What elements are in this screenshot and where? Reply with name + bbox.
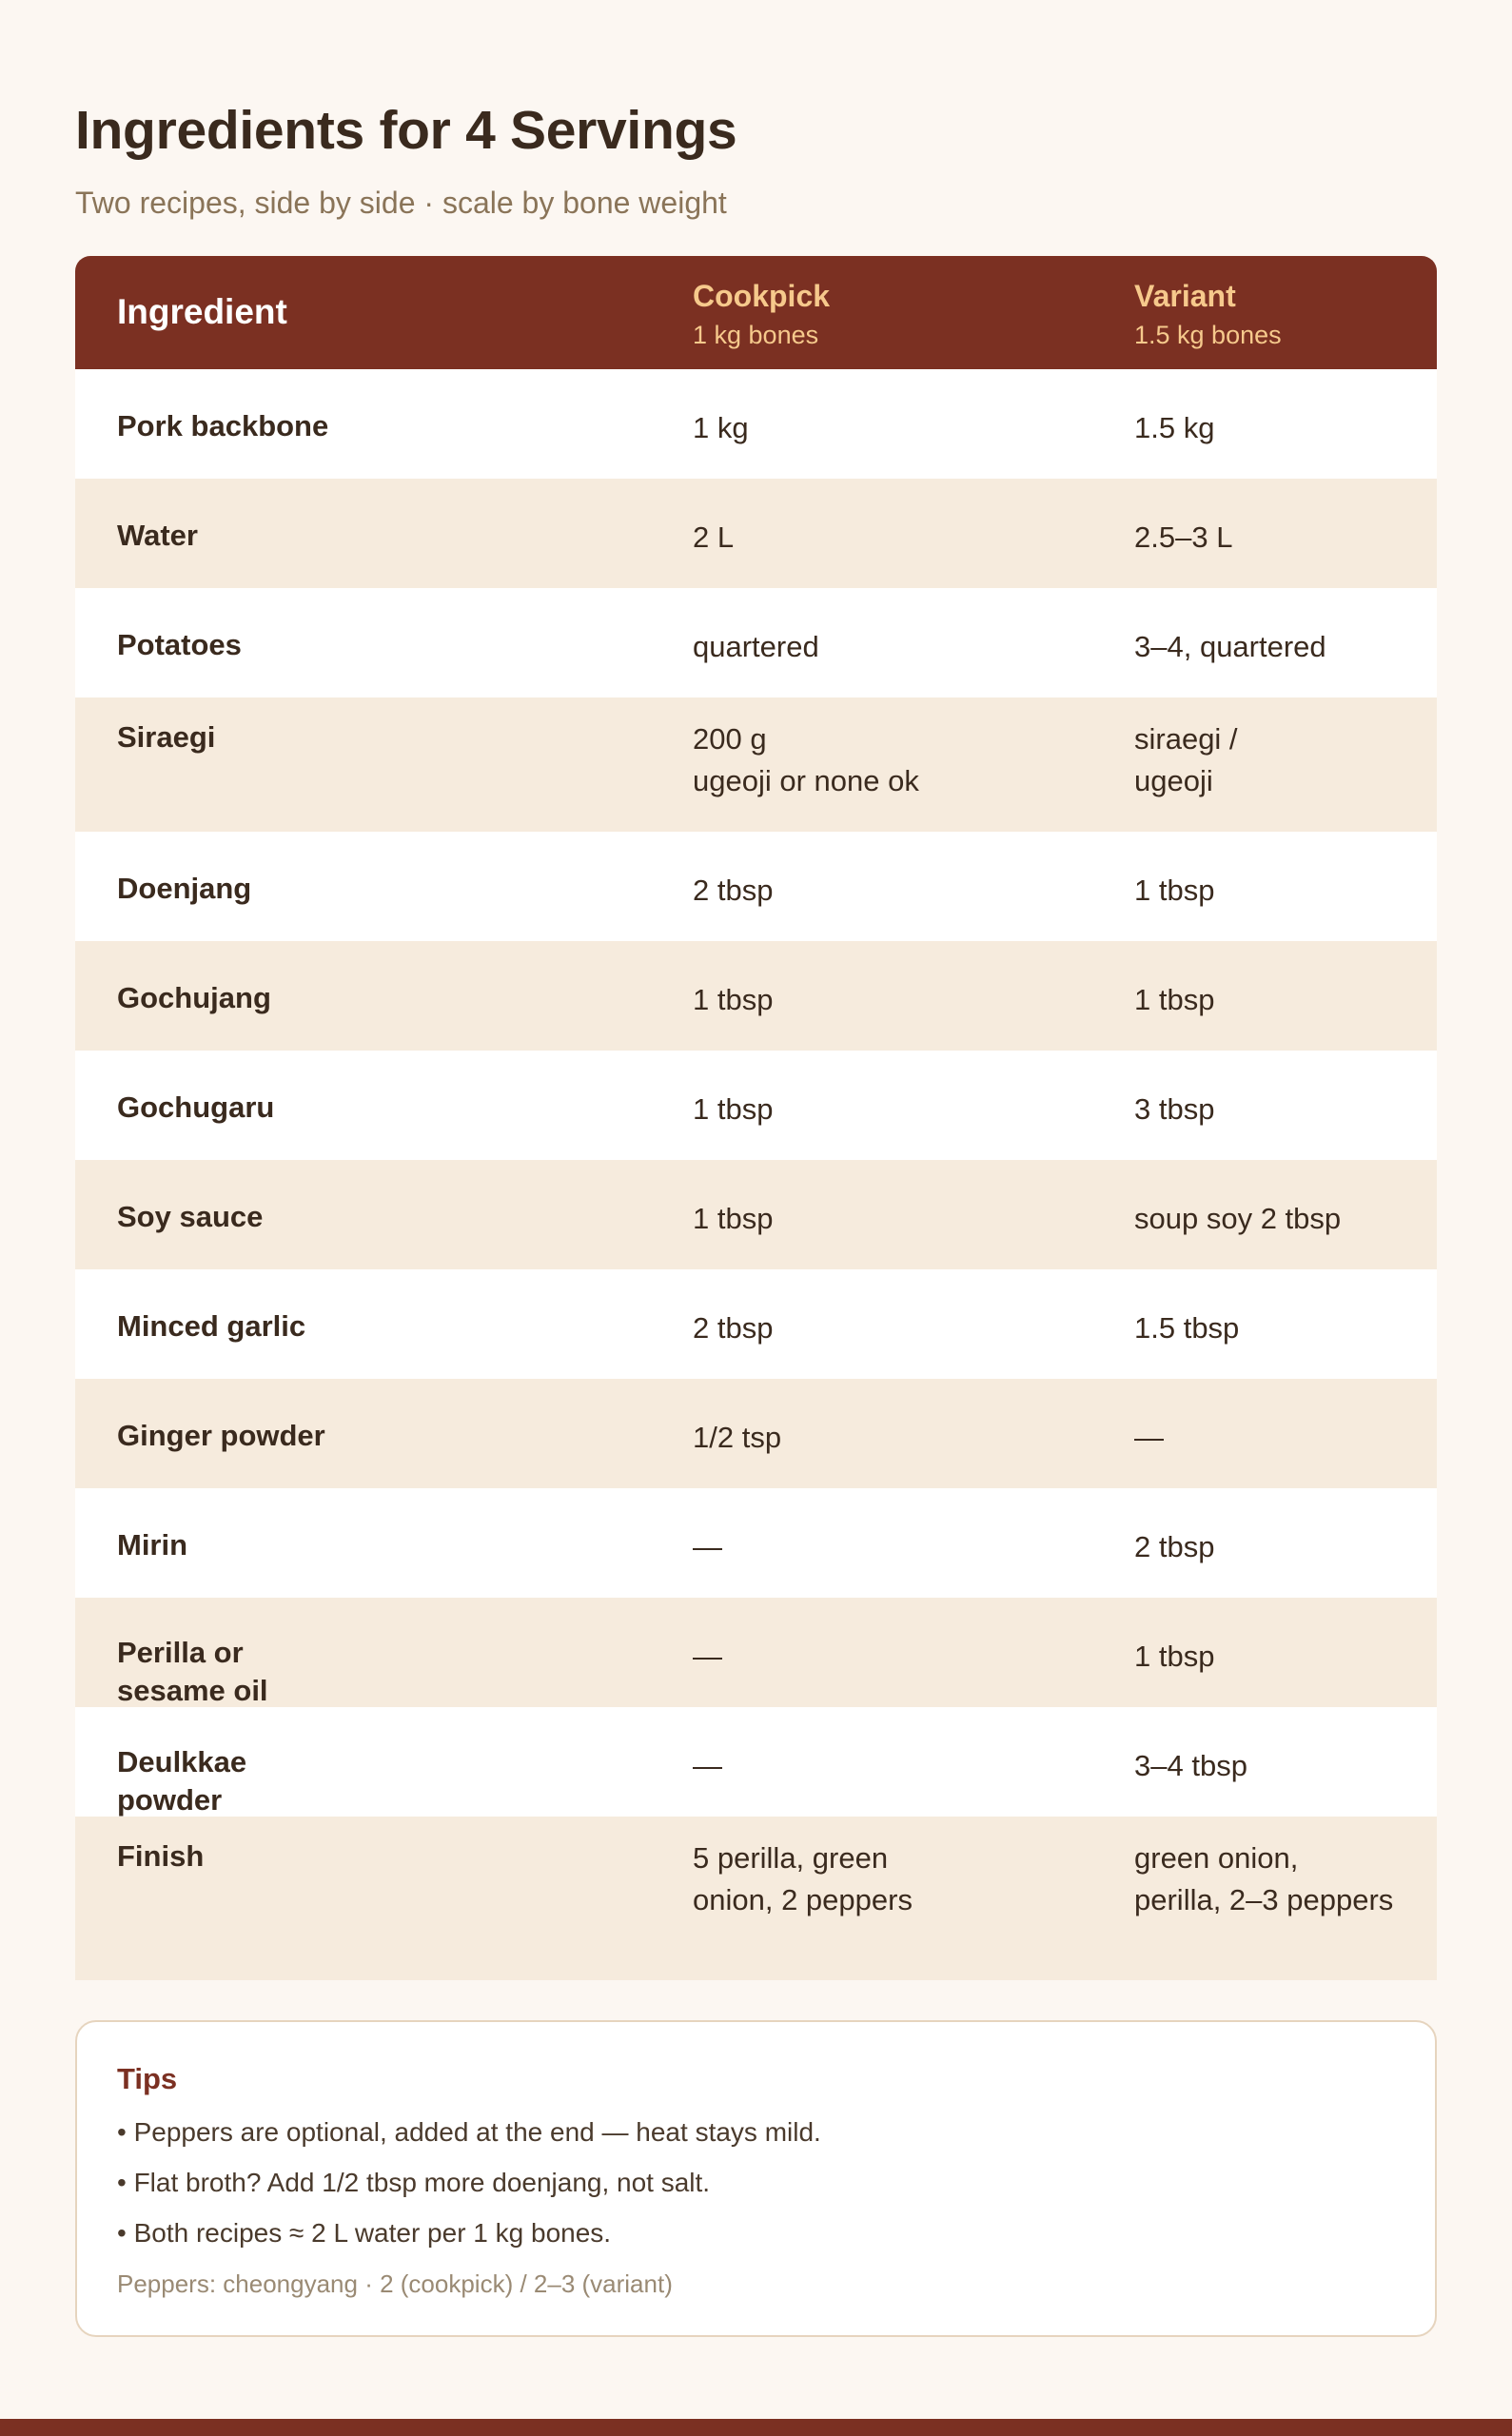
table-row <box>75 1051 1437 1160</box>
cookpick-amount: — <box>693 1530 722 1563</box>
header-cookpick <box>693 277 830 351</box>
table-row <box>75 588 1437 697</box>
ingredient-name: Doenjang <box>117 872 252 905</box>
tips-note: Peppers: cheongyang · 2 (cookpick) / 2–3 (variant) <box>117 2269 673 2298</box>
ingredient-name: Deulkkae powder <box>117 1745 247 1817</box>
ingredient-name: Minced garlic <box>117 1309 306 1343</box>
footer-bar <box>0 2419 1512 2436</box>
table-row <box>75 1598 1437 1707</box>
table-body <box>75 369 1437 1980</box>
variant-amount: 3 tbsp <box>1134 1092 1215 1126</box>
ingredient-name: Potatoes <box>117 628 242 661</box>
variant-amount: 3–4, quartered <box>1134 630 1326 663</box>
variant-amount: 2.5–3 L <box>1134 521 1233 554</box>
cookpick-amount: 2 tbsp <box>693 874 774 907</box>
variant-amount: 2 tbsp <box>1134 1530 1215 1563</box>
header-variant-sub: 1.5 kg bones <box>1134 321 1282 349</box>
ingredient-name: Soy sauce <box>117 1200 264 1233</box>
table-row <box>75 1488 1437 1598</box>
ingredient-name: Perilla or sesame oil <box>117 1636 268 1707</box>
header-variant <box>1134 277 1282 351</box>
page-subtitle: Two recipes, side by side · scale by bone weight <box>75 186 727 220</box>
cookpick-amount: 200 g ugeoji or none ok <box>693 722 919 797</box>
tips-card <box>75 2020 1437 2337</box>
cookpick-amount: 1 kg <box>693 411 749 444</box>
cookpick-amount: 1 tbsp <box>693 1092 774 1126</box>
header-variant-name: Variant <box>1134 279 1236 313</box>
ingredient-name: Siraegi <box>117 720 216 754</box>
variant-amount: 3–4 tbsp <box>1134 1749 1247 1782</box>
table-row <box>75 1160 1437 1269</box>
ingredient-name: Gochujang <box>117 981 271 1014</box>
tip-item: • Both recipes ≈ 2 L water per 1 kg bones. <box>117 2218 612 2248</box>
variant-amount: siraegi / ugeoji <box>1134 722 1238 797</box>
tips-title: Tips <box>117 2062 178 2095</box>
cookpick-amount: 5 perilla, green onion, 2 peppers <box>693 1841 913 1916</box>
header-cookpick-sub: 1 kg bones <box>693 321 819 349</box>
table-header <box>75 256 1437 369</box>
ingredients-table <box>75 256 1437 1980</box>
variant-amount: green onion, perilla, 2–3 peppers <box>1134 1841 1394 1916</box>
table-row <box>75 697 1437 832</box>
cookpick-amount: 1/2 tsp <box>693 1421 782 1454</box>
ingredient-name: Pork backbone <box>117 409 329 442</box>
ingredient-name: Water <box>117 519 198 552</box>
ingredient-name: Finish <box>117 1839 205 1873</box>
header-cookpick-name: Cookpick <box>693 279 831 313</box>
table-row <box>75 369 1437 479</box>
table-row <box>75 1707 1437 1817</box>
cookpick-amount: 1 tbsp <box>693 1202 774 1235</box>
ingredient-name: Mirin <box>117 1528 188 1562</box>
tip-item: • Peppers are optional, added at the end — heat stays mild. <box>117 2117 821 2147</box>
table-row <box>75 832 1437 941</box>
cookpick-amount: 1 tbsp <box>693 983 774 1016</box>
variant-amount: — <box>1134 1421 1164 1454</box>
table-row <box>75 1817 1437 1980</box>
table-row <box>75 1269 1437 1379</box>
table-row <box>75 479 1437 588</box>
ingredient-name: Gochugaru <box>117 1090 275 1124</box>
page-title: Ingredients for 4 Servings <box>75 100 737 161</box>
cookpick-amount: quartered <box>693 630 819 663</box>
variant-amount: 1.5 kg <box>1134 411 1215 444</box>
variant-amount: 1 tbsp <box>1134 1640 1215 1673</box>
table-row <box>75 941 1437 1051</box>
variant-amount: 1.5 tbsp <box>1134 1311 1240 1345</box>
cookpick-amount: 2 L <box>693 521 735 554</box>
variant-amount: soup soy 2 tbsp <box>1134 1202 1342 1235</box>
ingredient-name: Ginger powder <box>117 1419 325 1452</box>
cookpick-amount: — <box>693 1749 722 1782</box>
cookpick-amount: 2 tbsp <box>693 1311 774 1345</box>
tip-item: • Flat broth? Add 1/2 tbsp more doenjang, not salt. <box>117 2168 711 2197</box>
table-row <box>75 1379 1437 1488</box>
header-ingredient: Ingredient <box>117 292 287 331</box>
variant-amount: 1 tbsp <box>1134 874 1215 907</box>
cookpick-amount: — <box>693 1640 722 1673</box>
variant-amount: 1 tbsp <box>1134 983 1215 1016</box>
